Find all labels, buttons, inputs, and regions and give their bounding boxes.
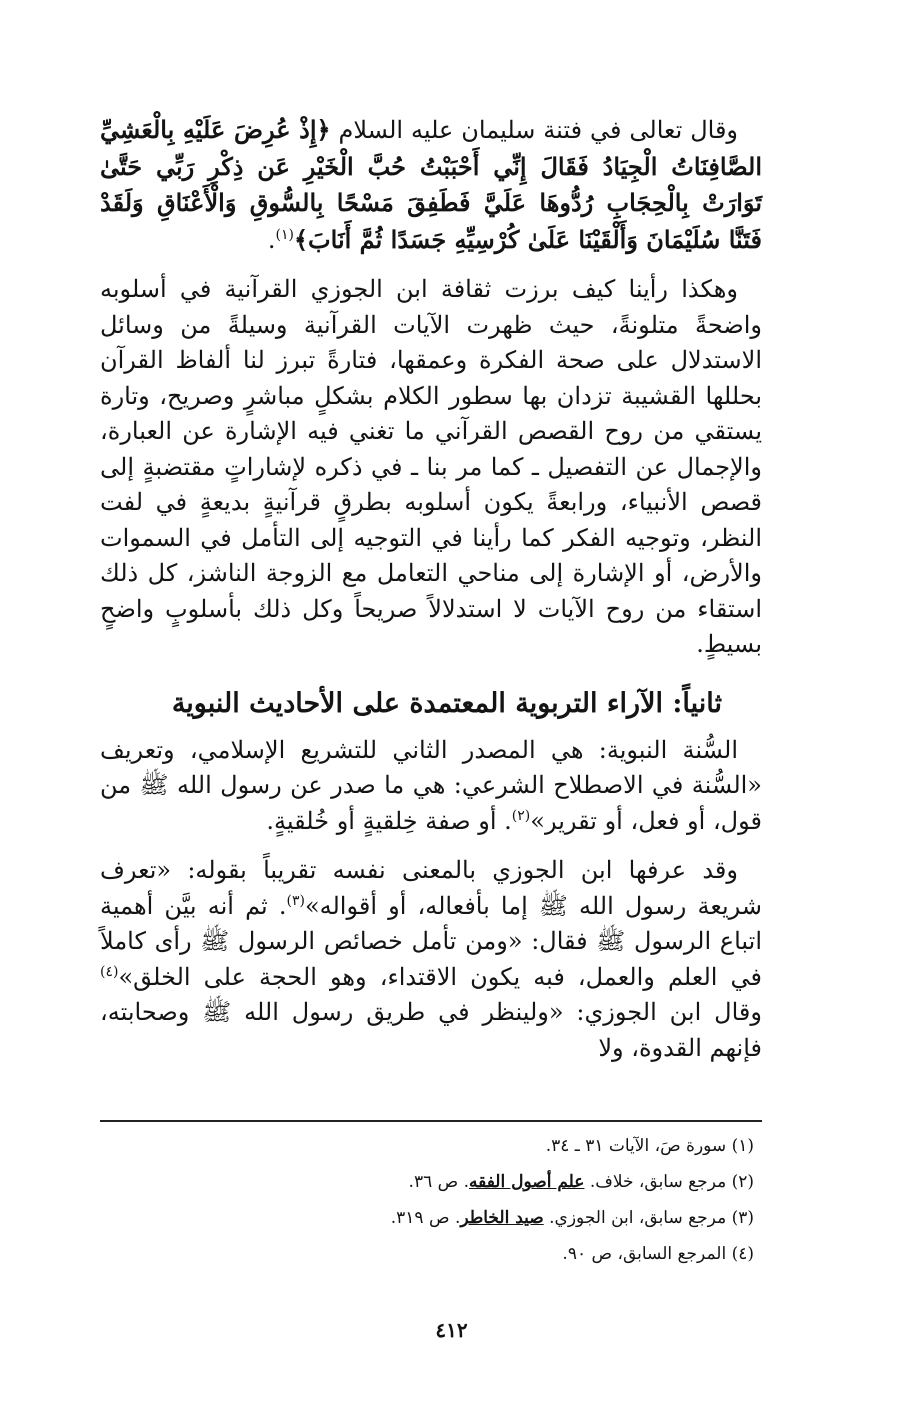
footnote-3-page: . ص ٣١٩. — [390, 1208, 461, 1228]
paragraph-end: . — [267, 225, 276, 254]
footnotes — [100, 1120, 762, 1272]
page-number: ٤١٢ — [435, 1318, 468, 1342]
paragraph-sunnah-definition — [100, 733, 762, 840]
footnote-mark-3: (٣) — [286, 892, 305, 909]
footnote-2 — [100, 1164, 762, 1200]
footnote-mark-4: (٤) — [100, 963, 119, 980]
paragraph-intro-text: وقال تعالى في فتنة سليمان عليه السلام — [338, 116, 739, 144]
page-body — [100, 112, 762, 1066]
section-heading: ثانياً: الآراء التربوية المعتمدة على الأحاديث النبوية — [171, 687, 722, 719]
def-text-c: وقال ابن الجوزي: «ولينظر في طريق رسول الله ﷺ وصحابته، فإنهم القدوة، ولا — [100, 998, 762, 1062]
footnote-mark-2: (٢) — [511, 807, 531, 824]
paragraph-ibn-aljawzi-definition — [100, 853, 762, 1066]
footnote-mark-1: (١) — [275, 226, 294, 243]
sunnah-end: . أو صفة خِلقيةٍ أو خُلقيةٍ. — [266, 806, 512, 835]
paragraph-quran-quote — [100, 112, 762, 258]
footnote-2-title: علم أصول الفقه — [468, 1172, 585, 1192]
footnote-4: (٤) المرجع السابق، ص ٩٠. — [562, 1244, 754, 1264]
footnote-2-page: . ص ٣٦. — [408, 1172, 469, 1192]
footnote-1: (١) سورة صَ، الآيات ٣١ ـ ٣٤. — [545, 1136, 754, 1156]
def-text-b: . ثم أنه بيَّن أهمية اتباع الرسول ﷺ فقال: «ومن تأمل خصائص الرسول ﷺ رأى كاملاً في العلم والعمل، فبه يكون الاقتداء، وهو الحجة على الخلق» — [100, 891, 762, 991]
quran-verse: ﴿إِذْ عُرِضَ عَلَيْهِ بِالْعَشِيِّ الصَّافِنَاتُ الْجِيَادُ فَقَالَ إِنِّي أَحْبَبْتُ حُبَّ الْخَيْرِ عَن ذِكْرِ رَبِّي حَتَّىٰ تَوَارَتْ بِالْحِجَابِ رُدُّوهَا عَلَيَّ فَطَفِقَ مَسْحًا بِالسُّوقِ وَالْأَعْنَاقِ وَلَقَدْ فَتَنَّا سُلَيْمَانَ وَأَلْقَيْنَا عَلَىٰ كُرْسِيِّهِ جَسَدًا ثُمَّ أَنَابَ﴾ — [100, 115, 762, 254]
footnote-2-source: (٢) مرجع سابق، خلاف. — [589, 1172, 754, 1192]
footnote-3-source: (٣) مرجع سابق، ابن الجوزي. — [549, 1208, 754, 1228]
paragraph-style-analysis: وهكذا رأينا كيف برزت ثقافة ابن الجوزي القرآنية في أسلوبه واضحةً متلونةً، حيث ظهرت الآيات القرآنية وسيلةً من وسائل الاستدلال على صحة الفكرة وعمقها، فتارةً تبرز لنا ألفاظ القرآن بحللها القشيبة تزدان بها سطور الكلام بشكلٍ مباشرٍ وصريح، وتارة يستقي من روح القصص القرآني ما تغني فيه الإشارة عن العبارة، والإجمال عن التفصيل ـ كما مر بنا ـ في ذكره لإشاراتٍ مقتضبةٍ إلى قصص الأنبياء، ورابعةً يكون أسلوبه بطرقٍ قرآنيةٍ بديعةٍ في لفت النظر، وتوجيه الفكر كما رأينا في التوجيه إلى التأمل في السموات والأرض، أو الإشارة إلى مناحي التعامل مع الزوجة الناشز، كل ذلك استقاء من روح الآيات لا استدلالاً صريحاً وكل ذلك بأسلوبٍ واضحٍ بسيطٍ. — [100, 275, 763, 658]
sunnah-text: السُّنة النبوية: هي المصدر الثاني للتشريع الإسلامي، وتعريف «السُّنة في الاصطلاح الشرعي: هي ما صدر عن رسول الله ﷺ من قول، أو فعل، أو تقرير» — [100, 735, 762, 835]
footnote-3-title: صيد الخاطر — [460, 1208, 544, 1228]
def-text-a: وقد عرفها ابن الجوزي بالمعنى نفسه تقريباً بقوله: «تعرف شريعة رسول الله ﷺ إما بأفعاله، أو أقواله» — [100, 856, 762, 920]
footnote-3 — [100, 1200, 762, 1236]
